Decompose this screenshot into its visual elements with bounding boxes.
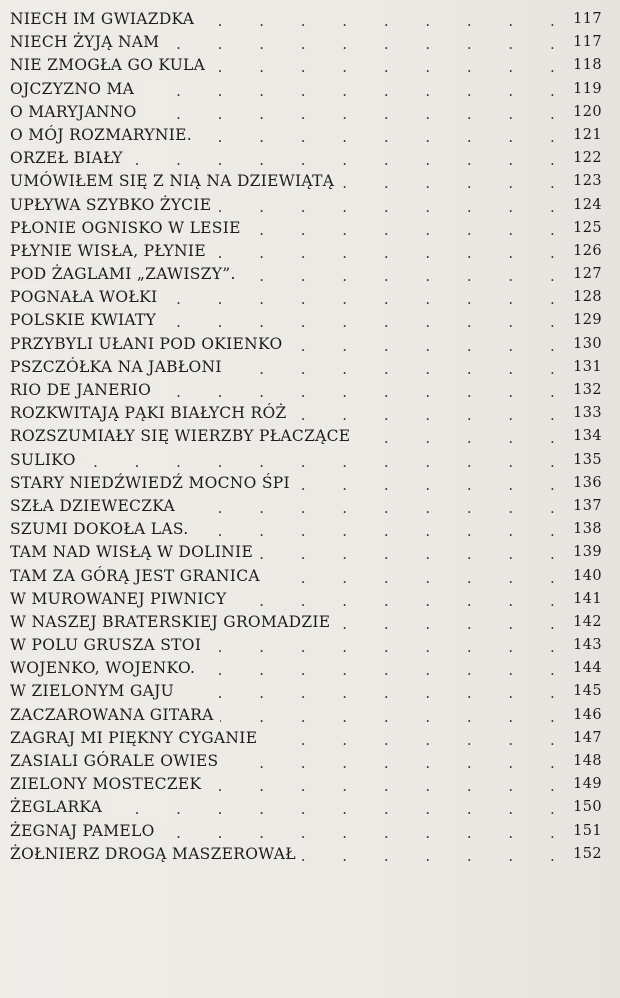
toc-entry bbox=[10, 147, 610, 170]
toc-entry-title bbox=[10, 402, 293, 425]
toc-entry-title bbox=[10, 263, 242, 286]
toc-entry-title bbox=[10, 541, 259, 564]
toc-entry-title-text: PŁYNIE WISŁA, PŁYNIE bbox=[10, 242, 212, 260]
toc-entry-page: 152 bbox=[573, 845, 602, 862]
toc-entry-title bbox=[10, 727, 263, 750]
toc-entry-title bbox=[10, 449, 82, 472]
toc-entry-title-text: ŻEGNAJ PAMELO bbox=[10, 822, 161, 840]
toc-entry-title-text: W ZIELONYM GAJU bbox=[10, 682, 180, 700]
toc-entry-title bbox=[10, 773, 207, 796]
toc-entry-page: 126 bbox=[573, 242, 602, 259]
toc-entry-title bbox=[10, 634, 207, 657]
toc-entry bbox=[10, 820, 610, 843]
toc-entry-page: 139 bbox=[573, 544, 602, 561]
toc-entry-title-text: SZUMI DOKOŁA LAS. bbox=[10, 520, 194, 538]
toc-entry-title bbox=[10, 54, 211, 77]
dot-leader bbox=[10, 449, 554, 472]
toc-entry-page: 135 bbox=[573, 451, 602, 468]
toc-entry-title bbox=[10, 309, 162, 332]
toc-entry bbox=[10, 541, 610, 564]
toc-entry-title-text: ŻEGLARKA bbox=[10, 798, 108, 816]
toc-entry-title-text: W MUROWANEJ PIWNICY bbox=[10, 590, 233, 608]
toc-entry bbox=[10, 101, 610, 124]
toc-entry-title-text: W NASZEJ BRATERSKIEJ GROMADZIE bbox=[10, 613, 336, 631]
toc-entry-page: 119 bbox=[573, 80, 602, 97]
toc-entry bbox=[10, 518, 610, 541]
toc-entry-page: 133 bbox=[573, 405, 602, 422]
toc-entry-title-text: PSZCZÓŁKA NA JABŁONI bbox=[10, 358, 228, 376]
toc-entry-title bbox=[10, 147, 129, 170]
toc-entry-page: 132 bbox=[573, 382, 602, 398]
toc-entry bbox=[10, 704, 610, 727]
toc-entry-page: 140 bbox=[573, 567, 602, 584]
toc-entry-title-text: TAM NAD WISŁĄ W DOLINIE bbox=[10, 543, 259, 561]
toc-entry-title-text: PŁONIE OGNISKO W LESIE bbox=[10, 219, 247, 237]
toc-entry bbox=[10, 286, 610, 309]
toc-entry-title-text: PRZYBYLI UŁANI POD OKIENKO bbox=[10, 335, 288, 353]
toc-entry-title-text: POD ŻAGLAMI „ZAWISZY”. bbox=[10, 265, 242, 283]
toc-entry-page: 148 bbox=[573, 753, 602, 769]
toc-entry-title bbox=[10, 843, 302, 866]
toc-entry bbox=[10, 750, 610, 773]
toc-entry-title-text: W POLU GRUSZA STOI bbox=[10, 636, 207, 654]
toc-entry-title bbox=[10, 820, 161, 843]
toc-entry-title-text: ZASIALI GÓRALE OWIES bbox=[10, 752, 224, 770]
toc-entry bbox=[10, 217, 610, 240]
toc-entry bbox=[10, 843, 610, 866]
toc-entry-title bbox=[10, 379, 157, 402]
toc-entry bbox=[10, 333, 610, 356]
toc-entry-title-text: O MARYJANNO bbox=[10, 103, 143, 121]
toc-entry bbox=[10, 240, 610, 263]
toc-entry-page: 134 bbox=[573, 428, 602, 445]
toc-entry-title bbox=[10, 588, 233, 611]
toc-entry-title-text: POGNAŁA WOŁKI bbox=[10, 288, 163, 306]
toc-entry-title-text: ORZEŁ BIAŁY bbox=[10, 149, 129, 167]
toc-entry-title-text: ROZSZUMIAŁY SIĘ WIERZBY PŁACZĄCE bbox=[10, 427, 356, 445]
toc-entry-title-text: OJCZYZNO MA bbox=[10, 80, 140, 98]
toc-entry-page: 128 bbox=[573, 289, 602, 306]
toc-entry bbox=[10, 194, 610, 217]
toc-entry-page: 124 bbox=[573, 196, 602, 213]
toc-entry-title bbox=[10, 472, 296, 495]
toc-entry-page: 120 bbox=[573, 103, 602, 120]
toc-entry-page: 147 bbox=[573, 729, 602, 746]
toc-entry-title-text: NIECH IM GWIAZDKA bbox=[10, 10, 200, 28]
toc-entry bbox=[10, 8, 610, 31]
toc-entry bbox=[10, 124, 610, 147]
toc-entry-title bbox=[10, 124, 198, 147]
toc-entry bbox=[10, 657, 610, 680]
toc-entry-title-text: SZŁA DZIEWECZKA bbox=[10, 497, 181, 515]
toc-entry-title bbox=[10, 101, 143, 124]
toc-entry-title-text: WOJENKO, WOJENKO. bbox=[10, 659, 201, 677]
toc-entry-page: 131 bbox=[573, 358, 602, 375]
toc-entry-title bbox=[10, 565, 266, 588]
toc-entry-page: 121 bbox=[573, 126, 602, 143]
table-of-contents bbox=[10, 8, 610, 866]
toc-entry-title-text: POLSKIE KWIATY bbox=[10, 311, 162, 329]
toc-entry-title bbox=[10, 611, 336, 634]
toc-entry bbox=[10, 356, 610, 379]
toc-entry-page: 129 bbox=[573, 312, 602, 329]
toc-entry bbox=[10, 680, 610, 703]
toc-entry-title bbox=[10, 796, 108, 819]
toc-entry-page: 146 bbox=[573, 706, 602, 723]
toc-entry-title bbox=[10, 286, 163, 309]
toc-entry-title bbox=[10, 8, 200, 31]
toc-entry-title bbox=[10, 217, 247, 240]
toc-entry bbox=[10, 565, 610, 588]
toc-entry bbox=[10, 78, 610, 101]
toc-entry-page: 141 bbox=[573, 590, 602, 607]
toc-entry-title bbox=[10, 657, 201, 680]
toc-entry-page: 123 bbox=[573, 173, 602, 190]
toc-entry bbox=[10, 402, 610, 425]
toc-entry-title-text: TAM ZA GÓRĄ JEST GRANICA bbox=[10, 567, 266, 585]
toc-entry-title bbox=[10, 750, 224, 773]
toc-entry-page: 130 bbox=[573, 335, 602, 352]
toc-entry-title-text: ZAGRAJ MI PIĘKNY CYGANIE bbox=[10, 729, 263, 747]
toc-entry bbox=[10, 495, 610, 518]
toc-entry-page: 138 bbox=[573, 521, 602, 538]
toc-entry-title-text: STARY NIEDŹWIEDŹ MOCNO ŚPI bbox=[10, 474, 296, 492]
toc-entry bbox=[10, 472, 610, 495]
toc-entry-title-text: O MÓJ ROZMARYNIE. bbox=[10, 126, 198, 144]
toc-entry bbox=[10, 727, 610, 750]
toc-entry bbox=[10, 31, 610, 54]
toc-entry-title bbox=[10, 78, 140, 101]
toc-entry bbox=[10, 309, 610, 332]
toc-entry-page: 145 bbox=[573, 683, 602, 700]
toc-entry-page: 136 bbox=[573, 474, 602, 491]
toc-entry-title-text: ZACZAROWANA GITARA bbox=[10, 706, 220, 724]
toc-entry-page: 117 bbox=[573, 11, 602, 27]
toc-entry-page: 144 bbox=[573, 660, 602, 677]
toc-entry-title bbox=[10, 240, 212, 263]
toc-entry-page: 127 bbox=[573, 266, 602, 283]
toc-entry-title bbox=[10, 31, 165, 54]
toc-entry-title bbox=[10, 333, 288, 356]
toc-entry-page: 117 bbox=[573, 34, 602, 51]
toc-entry-title-text: UPŁYWA SZYBKO ŻYCIE bbox=[10, 196, 217, 214]
toc-entry-title bbox=[10, 356, 228, 379]
toc-entry-page: 137 bbox=[573, 497, 602, 514]
toc-entry bbox=[10, 588, 610, 611]
toc-entry-title bbox=[10, 425, 356, 448]
toc-entry bbox=[10, 170, 610, 193]
toc-entry-title-text: SULIKO bbox=[10, 451, 82, 469]
toc-entry-title bbox=[10, 170, 340, 193]
toc-entry-title-text: UMÓWIŁEM SIĘ Z NIĄ NA DZIEWIĄTĄ bbox=[10, 172, 340, 190]
toc-entry-title bbox=[10, 495, 181, 518]
toc-entry bbox=[10, 425, 610, 448]
toc-entry-title-text: RIO DE JANERIO bbox=[10, 381, 157, 399]
toc-entry-title-text: ZIELONY MOSTECZEK bbox=[10, 775, 207, 793]
toc-entry bbox=[10, 611, 610, 634]
toc-entry bbox=[10, 449, 610, 472]
toc-entry-title bbox=[10, 704, 220, 727]
toc-entry-title bbox=[10, 194, 217, 217]
toc-entry-page: 118 bbox=[573, 57, 602, 74]
toc-entry-page: 125 bbox=[573, 219, 602, 236]
toc-entry-page: 143 bbox=[573, 637, 602, 654]
toc-entry-page: 142 bbox=[573, 613, 602, 630]
toc-entry bbox=[10, 54, 610, 77]
toc-entry-title-text: ŻOŁNIERZ DROGĄ MASZEROWAŁ bbox=[10, 845, 302, 863]
toc-entry-page: 151 bbox=[573, 822, 602, 839]
toc-entry bbox=[10, 379, 610, 402]
toc-entry-title bbox=[10, 518, 194, 541]
toc-entry bbox=[10, 263, 610, 286]
toc-entry-title-text: ROZKWITAJĄ PĄKI BIAŁYCH RÓŻ bbox=[10, 404, 293, 422]
toc-entry-page: 150 bbox=[573, 799, 602, 816]
toc-entry bbox=[10, 796, 610, 819]
toc-entry bbox=[10, 773, 610, 796]
toc-entry bbox=[10, 634, 610, 657]
toc-entry-title bbox=[10, 680, 180, 703]
toc-entry-title-text: NIE ZMOGŁA GO KULA bbox=[10, 56, 211, 74]
toc-entry-page: 122 bbox=[573, 150, 602, 167]
toc-entry-title-text: NIECH ŻYJĄ NAM bbox=[10, 33, 165, 51]
toc-entry-page: 149 bbox=[573, 776, 602, 793]
